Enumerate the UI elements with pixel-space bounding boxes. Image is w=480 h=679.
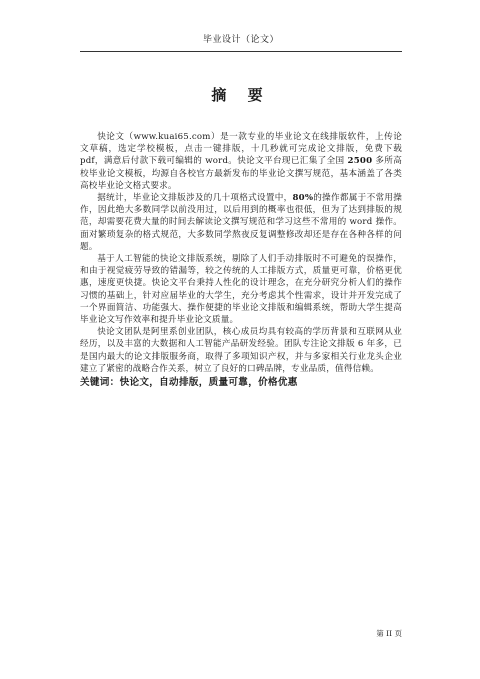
running-header: 毕业设计（论文） bbox=[202, 35, 279, 45]
text-segment: 据统计，毕业论文排版涉及的几十项格式设置中， bbox=[97, 193, 293, 204]
text-segment-bold: 80% bbox=[292, 193, 314, 204]
text-segment: 多所高校毕业论文模板，均源自各校官方最新发布的毕业论文撰写规范，基本涵盖了各类高校毕业论文格式要求。 bbox=[80, 156, 402, 191]
text-segment: 基于人工智能的快论文排版系统，剔除了人们手动排版时不可避免的误操作，和由于视觉疲劳导致的错漏等，较之传统的人工排版方式，质量更可靠，价格更优惠，速度更快捷。快论文平台秉持人性化的设计理念，在充分研究分析人们的操作习惯的基础上，针对应届毕业的大学生，充分考虑其个性需求，设计并开发完成了一个界面简洁、功能强大、操作便捷的毕业论文排版和编辑系统，帮助大学生提高毕业论文写作效率和提升毕业论文质量。 bbox=[80, 254, 402, 326]
abstract-title: 摘 要 bbox=[211, 86, 271, 104]
text-segment: 快论文（www.kuai65.com）是一款专业的毕业论文在线排版软件，上传论文草稿，选定学校模板，点击一键排版，十几秒就可完成论文排版，免费下载 pdf，满意后付款下载可编辑的 word。快论文平台现已汇集了全国 bbox=[80, 132, 402, 167]
header-rule bbox=[80, 51, 402, 52]
keywords-label: 关键词： bbox=[80, 377, 120, 389]
abstract-body bbox=[80, 131, 402, 389]
abstract-paragraph-2 bbox=[80, 192, 402, 253]
text-segment: 的操作都属于不常用操作，因此绝大多数同学以前没用过，以后用到的概率也很低，但为了达到排版的规范，却需要花费大量的时间去解读论文撰写规范和学习这些不常用的 word 操作。面对繁琐复杂的格式规范，大多数同学熬夜反复调整修改却还是存在各种各样的问题。 bbox=[80, 193, 402, 252]
keywords-text: 快论文，自动排版，质量可靠，价格优惠 bbox=[119, 377, 298, 389]
page-number: 第 II 页 bbox=[376, 629, 402, 638]
text-segment-bold: 2500 bbox=[347, 156, 373, 167]
abstract-paragraph-1 bbox=[80, 131, 402, 192]
keywords-line bbox=[80, 376, 402, 389]
abstract-paragraph-3 bbox=[80, 253, 402, 326]
abstract-paragraph-4 bbox=[80, 326, 402, 375]
text-segment: 快论文团队是阿里系创业团队，核心成员均具有较高的学历背景和互联网从业经历，以及丰富的大数据和人工智能产品研发经验。团队专注论文排版 6 年多，已是国内最大的论文排版服务商，取得了多项知识产权，并与多家相关行业龙头企业建立了紧密的战略合作关系，树立了良好的口碑品牌，专业品质，值得信赖。 bbox=[80, 327, 402, 374]
